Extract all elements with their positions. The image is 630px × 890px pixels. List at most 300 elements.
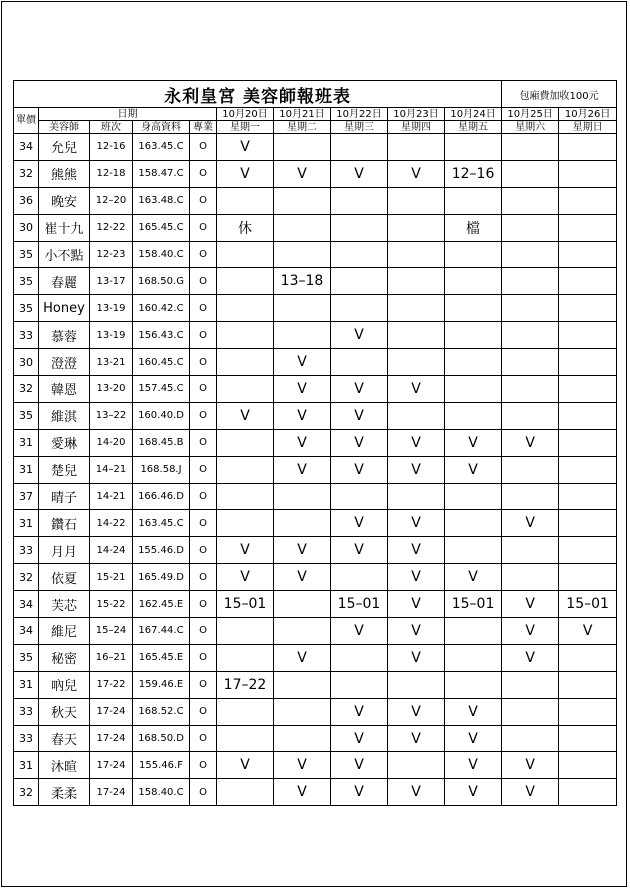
schedule-cell: V [445,779,502,806]
schedule-cell [445,644,502,671]
schedule-cell: V [388,564,445,591]
schedule-cell: V [502,752,559,779]
profile-cell: 168.58.J [133,456,190,483]
schedule-cell [502,537,559,564]
schedule-cell [331,349,388,376]
schedule-cell: V [331,537,388,564]
schedule-cell [502,214,559,241]
price-cell: 33 [14,322,39,349]
price-cell: 32 [14,376,39,403]
schedule-cell [274,134,331,161]
schedule-cell [502,376,559,403]
schedule-cell [559,725,617,752]
schedule-cell: V [217,564,274,591]
day-weekday-header: 星期四 [388,121,445,134]
price-cell: 34 [14,618,39,645]
day-date-header: 10月26日 [559,108,617,121]
stylist-header: 美容師 [39,121,90,134]
schedule-cell: V [388,537,445,564]
schedule-cell: V [445,725,502,752]
shift-cell: 13-20 [90,376,133,403]
schedule-cell [559,214,617,241]
schedule-cell [445,483,502,510]
schedule-cell [502,160,559,187]
schedule-cell [217,779,274,806]
schedule-cell [559,510,617,537]
schedule-cell [331,241,388,268]
profile-cell: 158.47.C [133,160,190,187]
schedule-cell: V [274,160,331,187]
schedule-cell: V [331,322,388,349]
price-cell: 33 [14,537,39,564]
profile-cell: 163.45.C [133,510,190,537]
stylist-name-cell: 維淇 [39,402,90,429]
shift-cell: 17-24 [90,779,133,806]
schedule-cell: V [559,618,617,645]
schedule-cell: V [331,618,388,645]
shift-cell: 15-21 [90,564,133,591]
schedule-cell [217,349,274,376]
stylist-name-cell: 熊熊 [39,160,90,187]
schedule-cell: V [388,644,445,671]
schedule-cell [445,241,502,268]
shift-header: 班次 [90,121,133,134]
profile-cell: 165.49.D [133,564,190,591]
schedule-cell [274,241,331,268]
schedule-cell [559,160,617,187]
table-row [14,752,617,779]
profile-cell: 155.46.D [133,537,190,564]
schedule-cell [559,698,617,725]
schedule-cell: V [388,725,445,752]
schedule-cell [388,268,445,295]
schedule-cell: V [331,402,388,429]
shift-cell: 12-22 [90,214,133,241]
schedule-cell [274,510,331,537]
profile-cell: 168.50.D [133,725,190,752]
shift-cell: 12-18 [90,160,133,187]
stylist-name-cell: 晴子 [39,483,90,510]
schedule-cell [274,591,331,618]
stylist-name-cell: 崔十九 [39,214,90,241]
stylist-name-cell: 月月 [39,537,90,564]
schedule-cell [502,564,559,591]
price-cell: 35 [14,295,39,322]
schedule-cell [559,134,617,161]
schedule-cell: 15–01 [331,591,388,618]
profile-cell: 155.46.F [133,752,190,779]
pro-mark-cell: O [190,644,217,671]
schedule-cell: V [502,591,559,618]
schedule-cell [502,671,559,698]
pro-mark-cell: O [190,537,217,564]
schedule-cell [217,483,274,510]
schedule-cell [217,322,274,349]
schedule-cell [217,429,274,456]
schedule-cell [388,483,445,510]
day-date-header: 10月20日 [217,108,274,121]
schedule-cell [274,295,331,322]
schedule-cell [217,618,274,645]
shift-cell: 15–24 [90,618,133,645]
date-header: 日期 [39,108,217,121]
schedule-cell [274,725,331,752]
shift-cell: 14-22 [90,510,133,537]
profile-cell: 165.45.E [133,644,190,671]
profile-cell: 159.46.E [133,671,190,698]
schedule-cell: V [388,510,445,537]
stylist-name-cell: 芙芯 [39,591,90,618]
stylist-name-cell: 維尼 [39,618,90,645]
schedule-cell: V [331,456,388,483]
schedule-cell: V [274,644,331,671]
profile-cell: 163.45.C [133,134,190,161]
schedule-cell: V [331,160,388,187]
table-row [14,456,617,483]
schedule-cell [445,537,502,564]
shift-cell: 14-24 [90,537,133,564]
table-row [14,322,617,349]
table-row [14,187,617,214]
schedule-cell: V [388,698,445,725]
shift-cell: 15-22 [90,591,133,618]
stylist-name-cell: Honey [39,295,90,322]
pro-mark-cell: O [190,322,217,349]
schedule-cell [445,322,502,349]
table-row [14,564,617,591]
schedule-cell [331,644,388,671]
stylist-name-cell: 愛琳 [39,429,90,456]
unit-price-header: 單價 [14,108,39,134]
schedule-cell [502,187,559,214]
schedule-cell [445,671,502,698]
shift-cell: 17-22 [90,671,133,698]
profile-cell: 163.48.C [133,187,190,214]
schedule-cell: V [445,698,502,725]
table-row [14,510,617,537]
pro-header: 專業 [190,121,217,134]
schedule-cell [274,698,331,725]
stylist-name-cell: 小不點 [39,241,90,268]
schedule-cell [217,187,274,214]
schedule-cell [445,376,502,403]
pro-mark-cell: O [190,160,217,187]
schedule-cell [274,618,331,645]
schedule-cell [388,187,445,214]
schedule-cell [388,295,445,322]
pro-mark-cell: O [190,214,217,241]
price-cell: 35 [14,241,39,268]
day-date-header: 10月24日 [445,108,502,121]
schedule-cell [502,134,559,161]
price-cell: 34 [14,591,39,618]
schedule-cell: V [331,429,388,456]
schedule-cell [502,698,559,725]
schedule-cell [331,214,388,241]
schedule-cell [445,402,502,429]
schedule-cell: V [388,376,445,403]
price-cell: 32 [14,160,39,187]
table-row [14,644,617,671]
pro-mark-cell: O [190,456,217,483]
schedule-cell [559,376,617,403]
schedule-cell [388,322,445,349]
pro-mark-cell: O [190,134,217,161]
price-cell: 35 [14,402,39,429]
schedule-cell: V [388,429,445,456]
price-cell: 31 [14,510,39,537]
price-cell: 30 [14,214,39,241]
schedule-cell [331,187,388,214]
schedule-cell [388,134,445,161]
schedule-cell [445,295,502,322]
schedule-cell: V [217,134,274,161]
schedule-cell: V [445,752,502,779]
profile-cell: 157.45.C [133,376,190,403]
schedule-cell [559,752,617,779]
pro-mark-cell: O [190,402,217,429]
schedule-cell: V [331,376,388,403]
schedule-cell: 15–01 [217,591,274,618]
schedule-cell [559,456,617,483]
stylist-name-cell: 秋天 [39,698,90,725]
schedule-cell [559,779,617,806]
table-row [14,402,617,429]
table-row [14,214,617,241]
schedule-cell [502,322,559,349]
schedule-cell: V [502,429,559,456]
day-date-header: 10月25日 [502,108,559,121]
schedule-cell [388,214,445,241]
pro-mark-cell: O [190,591,217,618]
price-cell: 31 [14,456,39,483]
table-row [14,698,617,725]
price-cell: 35 [14,268,39,295]
schedule-cell [559,429,617,456]
day-weekday-header: 星期六 [502,121,559,134]
schedule-cell [388,671,445,698]
schedule-cell [331,268,388,295]
pro-mark-cell: O [190,376,217,403]
schedule-cell [502,241,559,268]
stylist-name-cell: 澄澄 [39,349,90,376]
stylist-name-cell: 沐暄 [39,752,90,779]
schedule-cell [502,295,559,322]
pro-mark-cell: O [190,564,217,591]
pro-mark-cell: O [190,349,217,376]
pro-mark-cell: O [190,618,217,645]
schedule-cell [559,402,617,429]
pro-mark-cell: O [190,268,217,295]
schedule-cell [502,483,559,510]
schedule-cell: 休 [217,214,274,241]
schedule-cell [217,725,274,752]
pro-mark-cell: O [190,510,217,537]
pro-mark-cell: O [190,752,217,779]
table-row [14,160,617,187]
price-cell: 33 [14,698,39,725]
profile-cell: 168.50.G [133,268,190,295]
schedule-cell: 12–16 [445,160,502,187]
shift-cell: 14–21 [90,456,133,483]
table-row [14,349,617,376]
schedule-cell [502,456,559,483]
schedule-cell [559,322,617,349]
table-row [14,429,617,456]
schedule-cell [217,698,274,725]
schedule-cell [445,618,502,645]
price-cell: 31 [14,671,39,698]
schedule-cell [274,671,331,698]
shift-cell: 12–20 [90,187,133,214]
schedule-cell: V [502,618,559,645]
schedule-cell: V [331,510,388,537]
schedule-cell [559,644,617,671]
table-row [14,134,617,161]
schedule-cell [331,564,388,591]
stylist-name-cell: 允兒 [39,134,90,161]
stylist-name-cell: 楚兒 [39,456,90,483]
stylist-name-cell: 慕蓉 [39,322,90,349]
schedule-cell: V [388,618,445,645]
table-row [14,779,617,806]
schedule-cell: V [331,752,388,779]
page-title: 永利皇宮 美容師報班表 [14,81,502,108]
profile-cell: 168.52.C [133,698,190,725]
schedule-cell [217,456,274,483]
profile-cell: 158.40.C [133,779,190,806]
price-cell: 31 [14,429,39,456]
table-row [14,376,617,403]
schedule-cell [559,349,617,376]
day-weekday-header: 星期一 [217,121,274,134]
schedule-cell [445,349,502,376]
schedule-cell: V [331,725,388,752]
price-cell: 36 [14,187,39,214]
price-cell: 35 [14,644,39,671]
price-cell: 30 [14,349,39,376]
profile-cell: 160.40.D [133,402,190,429]
shift-cell: 17-24 [90,725,133,752]
schedule-cell: 檔 [445,214,502,241]
schedule-cell [217,295,274,322]
day-date-header: 10月23日 [388,108,445,121]
shift-cell: 17-24 [90,752,133,779]
table-row [14,483,617,510]
schedule-cell [217,241,274,268]
pro-mark-cell: O [190,725,217,752]
shift-cell: 13-17 [90,268,133,295]
shift-cell: 13–22 [90,402,133,429]
table-row [14,268,617,295]
profile-cell: 166.46.D [133,483,190,510]
schedule-cell [331,483,388,510]
shift-cell: 13-19 [90,322,133,349]
schedule-cell [388,752,445,779]
profile-cell: 162.45.E [133,591,190,618]
day-weekday-header: 星期三 [331,121,388,134]
schedule-cell: V [217,402,274,429]
day-date-header: 10月21日 [274,108,331,121]
profile-header: 身高資料 [133,121,190,134]
schedule-cell [559,483,617,510]
shift-cell: 14-20 [90,429,133,456]
schedule-cell: V [331,698,388,725]
profile-cell: 167.44.C [133,618,190,645]
table-row [14,295,617,322]
schedule-cell [559,671,617,698]
table-row [14,591,617,618]
pro-mark-cell: O [190,187,217,214]
schedule-cell [274,214,331,241]
pro-mark-cell: O [190,295,217,322]
day-weekday-header: 星期日 [559,121,617,134]
price-cell: 31 [14,752,39,779]
table-row [14,537,617,564]
schedule-cell: V [274,537,331,564]
shift-cell: 13-19 [90,295,133,322]
shift-cell: 12-16 [90,134,133,161]
stylist-name-cell: 春麗 [39,268,90,295]
profile-cell: 160.42.C [133,295,190,322]
schedule-cell: V [217,160,274,187]
schedule-cell: V [388,456,445,483]
profile-cell: 156.43.C [133,322,190,349]
stylist-name-cell: 柔柔 [39,779,90,806]
schedule-cell: V [445,429,502,456]
schedule-cell [502,402,559,429]
schedule-cell [445,187,502,214]
stylist-name-cell: 依夏 [39,564,90,591]
schedule-cell: V [502,644,559,671]
schedule-cell: V [388,160,445,187]
schedule-cell: V [274,429,331,456]
schedule-cell [502,268,559,295]
stylist-name-cell: 春天 [39,725,90,752]
schedule-cell: V [388,779,445,806]
stylist-name-cell: 吶兒 [39,671,90,698]
schedule-cell [217,510,274,537]
schedule-cell [274,187,331,214]
schedule-cell [217,376,274,403]
schedule-cell [445,134,502,161]
schedule-cell [388,402,445,429]
shift-cell: 14-21 [90,483,133,510]
table-row [14,241,617,268]
price-cell: 32 [14,564,39,591]
stylist-name-cell: 秘密 [39,644,90,671]
schedule-cell [274,322,331,349]
schedule-cell: 17–22 [217,671,274,698]
profile-cell: 168.45.B [133,429,190,456]
schedule-cell [502,349,559,376]
schedule-cell [559,537,617,564]
schedule-cell: V [274,752,331,779]
schedule-cell [331,295,388,322]
schedule-cell: V [274,779,331,806]
surcharge-note: 包廂費加收100元 [502,81,617,108]
table-row [14,725,617,752]
table-row [14,671,617,698]
schedule-cell [559,187,617,214]
schedule-cell [388,241,445,268]
stylist-name-cell: 鑽石 [39,510,90,537]
shift-cell: 17-24 [90,698,133,725]
schedule-cell [331,671,388,698]
schedule-cell [274,483,331,510]
schedule-cell [217,644,274,671]
day-weekday-header: 星期五 [445,121,502,134]
